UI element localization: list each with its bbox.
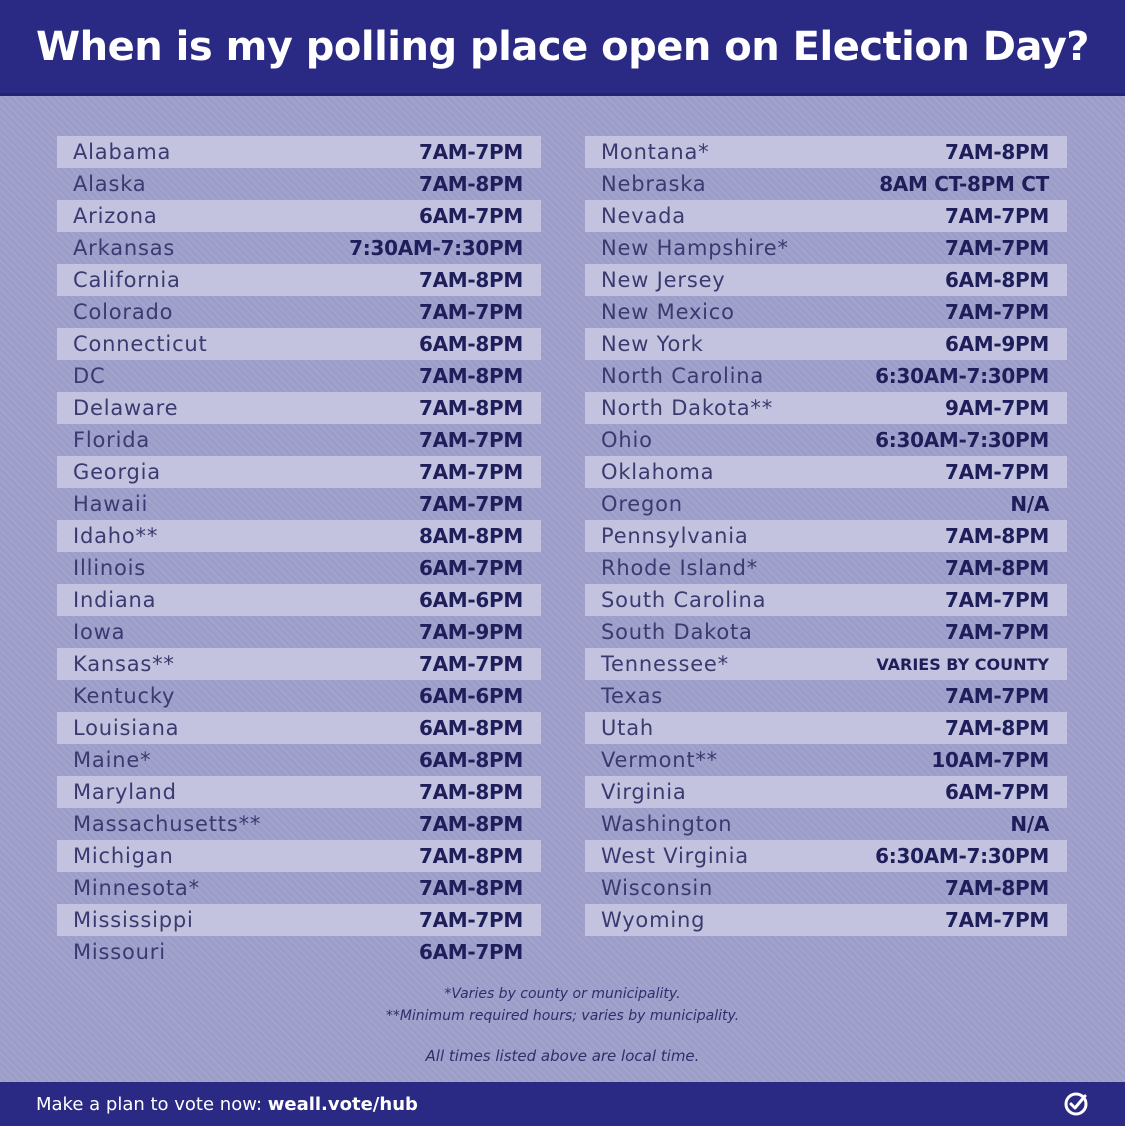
polling-hours: 7AM-7PM: [419, 140, 523, 164]
state-name: Texas: [601, 684, 664, 708]
polling-hours: 7AM-7PM: [945, 300, 1049, 324]
state-row: [585, 424, 1067, 456]
polling-hours: VARIES BY COUNTY: [876, 654, 1049, 674]
polling-hours: 7AM-8PM: [945, 556, 1049, 580]
state-name: North Dakota**: [601, 396, 774, 420]
state-name: New Hampshire*: [601, 236, 789, 260]
footer-bar: [0, 1082, 1125, 1126]
state-name: Virginia: [601, 780, 687, 804]
state-name: Minnesota*: [73, 876, 200, 900]
polling-hours: 7AM-7PM: [419, 652, 523, 676]
state-name: Florida: [73, 428, 151, 452]
state-row: [57, 296, 541, 328]
state-name: West Virginia: [601, 844, 749, 868]
state-name: Wyoming: [601, 908, 706, 932]
state-name: New Jersey: [601, 268, 726, 292]
polling-hours: 6AM-7PM: [419, 204, 523, 228]
state-row: [57, 552, 541, 584]
state-name: Idaho**: [73, 524, 159, 548]
polling-hours: 6AM-8PM: [945, 268, 1049, 292]
state-row: [585, 136, 1067, 168]
state-name: Connecticut: [73, 332, 208, 356]
polling-hours: 7AM-8PM: [945, 524, 1049, 548]
state-row: [57, 872, 541, 904]
state-name: Utah: [601, 716, 654, 740]
polling-hours: 6AM-6PM: [419, 588, 523, 612]
state-row: [585, 520, 1067, 552]
state-row: [57, 200, 541, 232]
polling-hours: 7AM-8PM: [419, 844, 523, 868]
polling-hours: 6AM-9PM: [945, 332, 1049, 356]
state-name: Montana*: [601, 140, 710, 164]
state-row: [57, 136, 541, 168]
state-row: [57, 584, 541, 616]
cta-link[interactable]: weall.vote/hub: [267, 1093, 418, 1115]
state-row: [57, 392, 541, 424]
polling-hours: N/A: [1010, 812, 1049, 836]
state-row: [57, 744, 541, 776]
state-row: [57, 936, 541, 968]
polling-hours: 8AM-8PM: [419, 524, 523, 548]
state-row: [585, 712, 1067, 744]
polling-hours: 7AM-7PM: [419, 908, 523, 932]
footnote-double-asterisk: **Minimum required hours; varies by municipality.: [385, 1008, 740, 1024]
state-name: New York: [601, 332, 704, 356]
state-row: [57, 712, 541, 744]
footnote-local-time: All times listed above are local time.: [425, 1047, 700, 1065]
state-row: [57, 360, 541, 392]
polling-hours: 7AM-8PM: [419, 396, 523, 420]
polling-hours: 7AM-8PM: [419, 364, 523, 388]
state-name: Vermont**: [601, 748, 718, 772]
page-title: When is my polling place open on Election Day?: [36, 23, 1089, 70]
polling-hours: 7AM-8PM: [419, 812, 523, 836]
state-row: [585, 360, 1067, 392]
state-name: Hawaii: [73, 492, 149, 516]
state-name: Oklahoma: [601, 460, 715, 484]
polling-hours: 7AM-7PM: [419, 492, 523, 516]
state-name: Michigan: [73, 844, 174, 868]
state-name: Washington: [601, 812, 733, 836]
state-name: Alabama: [73, 140, 172, 164]
state-name: South Dakota: [601, 620, 753, 644]
polling-hours: 6:30AM-7:30PM: [875, 844, 1049, 868]
state-row: [585, 840, 1067, 872]
state-name: Mississippi: [73, 908, 194, 932]
state-name: Indiana: [73, 588, 157, 612]
state-name: Delaware: [73, 396, 179, 420]
state-row: [57, 520, 541, 552]
polling-hours: 6AM-7PM: [419, 556, 523, 580]
state-row: [585, 744, 1067, 776]
state-name: Arkansas: [73, 236, 176, 260]
state-name: Illinois: [73, 556, 147, 580]
state-row: [585, 872, 1067, 904]
state-row: [57, 488, 541, 520]
state-name: Maryland: [73, 780, 177, 804]
polling-hours: 7AM-7PM: [945, 908, 1049, 932]
state-row: [57, 776, 541, 808]
state-name: DC: [73, 364, 106, 388]
polling-hours: 7AM-8PM: [419, 876, 523, 900]
state-name: Kansas**: [73, 652, 175, 676]
state-name: Colorado: [73, 300, 174, 324]
state-row: [585, 264, 1067, 296]
state-row: [57, 904, 541, 936]
state-row: [585, 456, 1067, 488]
call-to-action: [36, 1094, 418, 1115]
polling-hours: 7AM-7PM: [419, 428, 523, 452]
polling-hours: 7AM-8PM: [945, 140, 1049, 164]
state-name: Kentucky: [73, 684, 176, 708]
polling-hours: 7AM-9PM: [419, 620, 523, 644]
state-row: [585, 392, 1067, 424]
state-row: [57, 424, 541, 456]
state-name: Pennsylvania: [601, 524, 749, 548]
state-name: Iowa: [73, 620, 126, 644]
polling-hours: 7AM-7PM: [419, 300, 523, 324]
state-name: Massachusetts**: [73, 812, 262, 836]
state-row: [57, 168, 541, 200]
state-row: [585, 232, 1067, 264]
left-state-list: [57, 136, 541, 968]
state-name: Nebraska: [601, 172, 707, 196]
state-row: [585, 200, 1067, 232]
polling-hours: 6:30AM-7:30PM: [875, 364, 1049, 388]
state-row: [57, 616, 541, 648]
header-bar: [0, 0, 1125, 96]
state-row: [585, 776, 1067, 808]
polling-hours: 6AM-7PM: [945, 780, 1049, 804]
state-row: [57, 232, 541, 264]
footnote-single-asterisk: *Varies by county or municipality.: [444, 986, 681, 1002]
state-name: Missouri: [73, 940, 166, 964]
state-name: Maine*: [73, 748, 152, 772]
state-row: [585, 296, 1067, 328]
state-name: Alaska: [73, 172, 147, 196]
polling-hours: 7AM-8PM: [419, 172, 523, 196]
state-row: [585, 328, 1067, 360]
state-row: [585, 648, 1067, 680]
state-name: Wisconsin: [601, 876, 714, 900]
polling-hours: 7AM-7PM: [419, 460, 523, 484]
state-name: Rhode Island*: [601, 556, 759, 580]
state-row: [585, 616, 1067, 648]
polling-hours: N/A: [1010, 492, 1049, 516]
state-row: [57, 456, 541, 488]
state-row: [585, 552, 1067, 584]
state-row: [585, 808, 1067, 840]
state-row: [585, 584, 1067, 616]
polling-hours: 7AM-7PM: [945, 236, 1049, 260]
state-name: Arizona: [73, 204, 158, 228]
state-name: North Carolina: [601, 364, 765, 388]
state-row: [585, 904, 1067, 936]
state-row: [57, 648, 541, 680]
polling-hours: 9AM-7PM: [945, 396, 1049, 420]
state-name: New Mexico: [601, 300, 735, 324]
state-name: Louisiana: [73, 716, 180, 740]
state-name: Oregon: [601, 492, 683, 516]
polling-hours: 6AM-8PM: [419, 716, 523, 740]
state-row: [57, 680, 541, 712]
polling-hours: 7AM-7PM: [945, 460, 1049, 484]
polling-hours: 7AM-7PM: [945, 684, 1049, 708]
polling-hours: 6AM-8PM: [419, 332, 523, 356]
polling-hours: 7AM-7PM: [945, 588, 1049, 612]
cta-text: Make a plan to vote now:: [36, 1093, 268, 1115]
state-row: [585, 488, 1067, 520]
state-row: [57, 808, 541, 840]
polling-hours: 7AM-8PM: [419, 780, 523, 804]
state-row: [585, 168, 1067, 200]
state-name: Ohio: [601, 428, 653, 452]
polling-hours: 7AM-8PM: [419, 268, 523, 292]
state-name: Tennessee*: [601, 652, 729, 676]
polling-hours: 7:30AM-7:30PM: [349, 236, 523, 260]
right-state-list: [585, 136, 1067, 936]
state-row: [585, 680, 1067, 712]
state-name: Georgia: [73, 460, 161, 484]
state-row: [57, 840, 541, 872]
state-name: Nevada: [601, 204, 686, 228]
polling-hours: 7AM-7PM: [945, 620, 1049, 644]
check-circle-icon: [1063, 1091, 1089, 1117]
polling-hours: 7AM-7PM: [945, 204, 1049, 228]
polling-hours: 10AM-7PM: [931, 748, 1049, 772]
polling-hours: 7AM-8PM: [945, 876, 1049, 900]
state-row: [57, 264, 541, 296]
polling-hours: 6AM-7PM: [419, 940, 523, 964]
polling-hours: 6AM-8PM: [419, 748, 523, 772]
footnotes: [0, 983, 1125, 1067]
polling-hours: 8AM CT-8PM CT: [879, 172, 1049, 196]
state-name: California: [73, 268, 181, 292]
state-name: South Carolina: [601, 588, 767, 612]
polling-hours: 7AM-8PM: [945, 716, 1049, 740]
polling-hours: 6:30AM-7:30PM: [875, 428, 1049, 452]
state-row: [57, 328, 541, 360]
polling-hours: 6AM-6PM: [419, 684, 523, 708]
